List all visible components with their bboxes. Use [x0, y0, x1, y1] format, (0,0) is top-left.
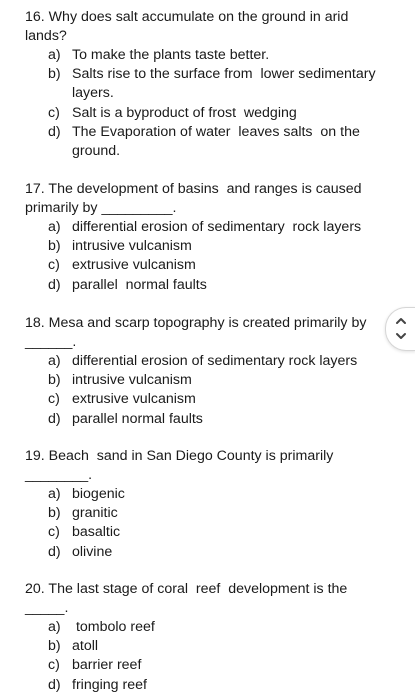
option-letter: b) [48, 238, 61, 255]
option-text: To make the plants taste better. [72, 47, 270, 64]
question-stem: primarily by _________. [25, 200, 177, 217]
option-text: differential erosion of sedimentary rock layers [72, 353, 358, 370]
option-letter: d) [48, 276, 61, 293]
option-text: ground. [72, 142, 121, 159]
option-letter: c) [48, 104, 60, 121]
option-text: Salts rise to the surface from lower sedimentary [72, 66, 376, 83]
option-letter: b) [48, 638, 61, 655]
chevron-down-icon[interactable] [395, 332, 407, 341]
option-text: basaltic [72, 524, 121, 541]
option-text: The Evaporation of water leaves salts on the [72, 123, 360, 140]
option-text: barrier reef [72, 657, 142, 674]
option-text: biogenic [72, 486, 125, 503]
option-text: intrusive vulcanism [72, 238, 192, 255]
option-letter: a) [48, 219, 61, 236]
question-stem: ________. [25, 467, 93, 484]
question-stem: 19. Beach sand in San Diego County is primarily [25, 448, 334, 464]
option-letter: c) [48, 391, 60, 408]
chevron-up-icon[interactable] [395, 316, 407, 325]
option-text: layers. [72, 85, 114, 102]
option-text: parallel normal faults [72, 276, 207, 293]
option-text: extrusive vulcanism [72, 257, 196, 274]
option-text: atoll [72, 638, 99, 655]
option-letter: a) [48, 353, 61, 370]
option-letter: d) [48, 543, 61, 560]
option-letter: b) [48, 505, 61, 522]
option-letter: d) [48, 123, 61, 140]
option-text: differential erosion of sedimentary rock layers [72, 219, 362, 236]
question-stem: ______. [25, 334, 77, 351]
option-letter: a) [48, 619, 61, 636]
option-text: olivine [72, 543, 113, 560]
question-stem: _____. [25, 600, 69, 617]
option-letter: c) [48, 257, 60, 274]
option-letter: d) [48, 676, 61, 693]
option-text: intrusive vulcanism [72, 372, 192, 389]
option-letter: a) [48, 486, 61, 503]
option-letter: d) [48, 410, 61, 427]
option-text: extrusive vulcanism [72, 391, 196, 408]
question-stem: 18. Mesa and scarp topography is created primarily by [25, 315, 367, 331]
question-stem: 16. Why does salt accumulate on the ground in arid [25, 9, 349, 25]
question-stem: 20. The last stage of coral reef development is the [25, 581, 348, 597]
option-letter: a) [48, 47, 61, 64]
option-letter: c) [48, 524, 60, 541]
question-stem: 17. The development of basins and ranges is caused [25, 181, 362, 197]
option-text: fringing reef [72, 676, 147, 693]
option-letter: b) [48, 66, 61, 83]
option-text: granitic [72, 505, 118, 522]
option-letter: c) [48, 657, 60, 674]
option-text: parallel normal faults [72, 410, 203, 427]
option-letter: b) [48, 372, 61, 389]
question-stem: lands? [25, 28, 67, 45]
option-text: Salt is a byproduct of frost wedging [72, 104, 297, 121]
option-text: tombolo reef [72, 619, 155, 636]
